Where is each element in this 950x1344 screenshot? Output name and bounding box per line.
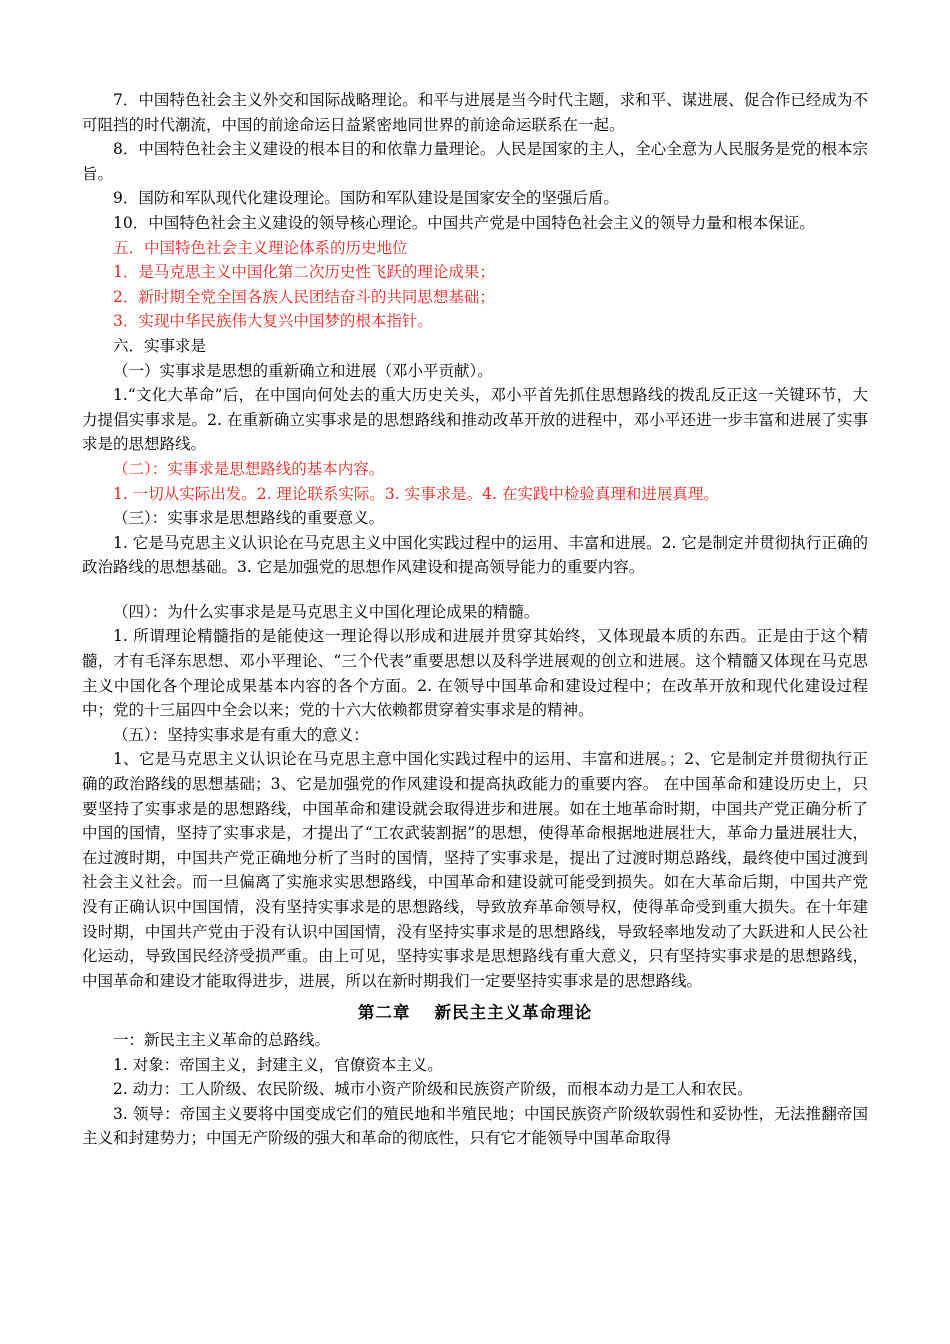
paragraph-8-purpose: 8．中国特色社会主义建设的根本目的和依靠力量理论。人民是国家的主人，全心全意为人民服务是党的根本宗旨。 — [82, 140, 868, 183]
section-5-heading: 五．中国特色社会主义理论体系的历史地位 — [113, 238, 408, 257]
chapter-2-title: 第二章 新民主主义革命理论 — [357, 1003, 593, 1023]
chapter-2-item-2: 2. 动力：工人阶级、农民阶级、城市小资产阶级和民族资产阶级，而根本动力是工人和农民。 — [113, 1080, 753, 1099]
subsection-4-heading: （四）：为什么实事求是是马克思主义中国化理论成果的精髓。 — [113, 602, 540, 621]
subsection-5-heading: （五）：坚持实事求是有重大的意义： — [113, 725, 369, 744]
section-5-item-1: 1．是马克思主义中国化第二次历史性飞跃的理论成果； — [113, 263, 495, 282]
subsection-1-heading: （一）实事求是思想的重新确立和进展（邓小平贡献）。 — [113, 361, 493, 380]
subsection-5-body: 1、它是马克思主义认识论在马克思主意中国化实践过程中的运用、丰富和进展。；2、它是制定并贯彻执行正确的政治路线的思想基础；3、它是加强党的作风建设和提高执政能力的重要内容。 在中国革命和建设历史上，只要坚持了实事求是的思想路线，中国革命和建设就会取得进步和进展。如在土地革命时期，中国共产党正确分析了中国的国情，坚持了实事求是，才提出了“工农武装割据”的思想，使得革命根据地进展壮大，革命力量进展壮大，在过渡时期，中国共产党正确地分析了当时的国情，坚持了实事求是，提出了过渡时期总路线，最终使中国过渡到社会主义社会。而一旦偏离了实施求实思想路线，中国革命和建设就可能受到损失。如在大革命后期，中国共产党没有正确认识中国国情，没有坚持实事求是的思想路线，导致放弃革命领导权，使得革命受到重大损失。在十年建设时期，中国共产党由于没有认识中国国情，没有坚持实事求是的思想路线，导致轻率地发动了大跃进和人民公社化运动，导致国民经济受损严重。由上可见，坚持实事求是思想路线有重大意义，只有坚持实事求是的思想路线，中国革命和建设才能取得进步，进展，所以在新时期我们一定要坚持实事求是的思想路线。 — [82, 750, 868, 990]
subsection-3-heading: （三）：实事求是思想路线的重要意义。 — [113, 509, 385, 528]
subsection-4-body: 1. 所谓理论精髓指的是能使这一理论得以形成和进展并贯穿其始终，又体现最本质的东西。正是由于这个精髓，才有毛泽东思想、邓小平理论、“三个代表”重要思想以及科学进展观的创立和进展。这个精髓又体现在马克思主义中国化各个理论成果基本内容的各个方面。2. 在领导中国革命和建设过程中；在改革开放和现代化建设过程中；党的十三届四中全会以来；党的十六大依赖都贯穿着实事求是的精神。 — [82, 627, 868, 720]
paragraph-10-leadership: 10．中国特色社会主义建设的领导核心理论。中国共产党是中国特色社会主义的领导力量和根本保证。 — [113, 213, 815, 232]
chapter-2-section-1-heading: 一：新民主主义革命的总路线。 — [113, 1030, 331, 1049]
section-5-item-3: 3．实现中华民族伟大复兴中国梦的根本指针。 — [113, 312, 433, 331]
chapter-2-item-3: 3. 领导：帝国主义要将中国变成它们的殖民地和半殖民地；中国民族资产阶级软弱性和妥协性，无法推翻帝国主义和封建势力；中国无产阶级的强大和革命的彻底性，只有它才能领导中国革命取得 — [82, 1104, 868, 1148]
subsection-3-body: 1. 它是马克思主义认识论在马克思主义中国化实践过程中的运用、丰富和进展。2. 它是制定并贯彻执行正确的政治路线的思想基础。3. 它是加强党的思想作风建设和提高领导能力的重要内容。 — [82, 533, 868, 577]
section-6-heading: 六．实事求是 — [113, 336, 207, 355]
subsection-2-heading: （二）：实事求是思想路线的基本内容。 — [113, 459, 385, 478]
chapter-2-item-1: 1. 对象：帝国主义，封建主义，官僚资本主义。 — [113, 1055, 443, 1074]
blank-line — [82, 580, 868, 600]
section-5-item-2: 2．新时期全党全国各族人民团结奋斗的共同思想基础； — [113, 287, 495, 306]
paragraph-9-defense: 9．国防和军队现代化建设理论。国防和军队建设是国家安全的坚强后盾。 — [113, 189, 619, 208]
subsection-2-body: 1. 一切从实际出发。2. 理论联系实际。3. 实事求是。4. 在实践中检验真理和进展真理。 — [113, 484, 719, 503]
subsection-1-body: 1.“文化大革命”后，在中国向何处去的重大历史关头，邓小平首先抓住思想路线的拨乱反正这一关键环节，大力提倡实事求是。2. 在重新确立实事求是的思想路线和推动改革开放的进程中，邓小平还进一步丰富和进展了实事求是的思想路线。 — [82, 386, 868, 454]
paragraph-7-diplomacy: 7．中国特色社会主义外交和国际战略理论。和平与进展是当今时代主题，求和平、谋进展、促合作已经成为不可阻挡的时代潮流，中国的前途命运日益紧密地同世界的前途命运联系在一起。 — [82, 91, 868, 134]
